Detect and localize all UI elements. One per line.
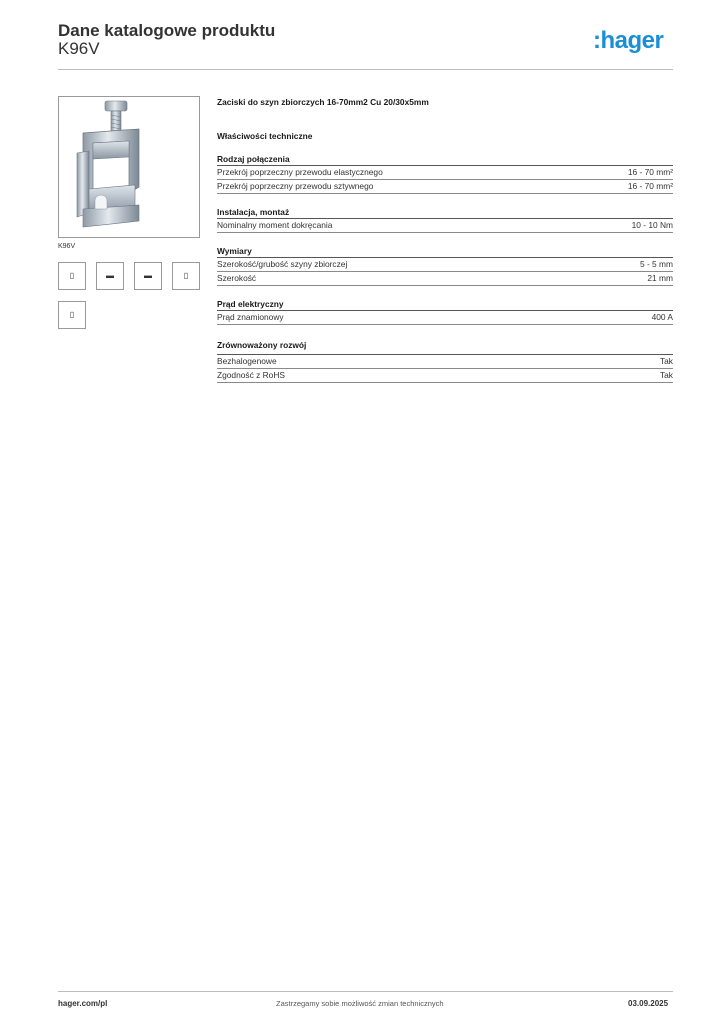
group-title: Wymiary	[217, 246, 252, 256]
spec-value: 21 mm	[647, 273, 673, 283]
spec-value: Tak	[659, 370, 673, 380]
clamp-top-icon: ▬	[144, 271, 152, 280]
product-name: Zaciski do szyn zbiorczych 16-70mm2 Cu 20/30x5mm	[217, 97, 429, 107]
spec-label: Przekrój poprzeczny przewodu sztywnego	[217, 181, 374, 191]
spec-row	[217, 180, 673, 194]
footer-website-link[interactable]: hager.com/pl	[58, 999, 108, 1008]
spec-row	[217, 219, 673, 233]
specifications	[217, 96, 673, 383]
spec-value: 16 - 70 mm²	[627, 167, 673, 177]
footer-disclaimer: Zastrzegamy sobie możliwość zmian technicznych	[276, 999, 444, 1008]
view-thumbnail[interactable]	[58, 262, 86, 290]
spec-row	[217, 355, 673, 369]
logo-text: hager	[600, 27, 664, 54]
technical-section-title: Właściwości techniczne	[217, 131, 313, 141]
spec-label: Szerokość	[217, 273, 257, 283]
spec-label: Bezhalogenowe	[217, 356, 277, 366]
product-code: K96V	[58, 39, 100, 58]
spec-value: 10 - 10 Nm	[631, 220, 673, 230]
spec-label: Nominalny moment dokręcania	[217, 220, 333, 230]
document-title: Dane katalogowe produktu	[58, 21, 276, 40]
spec-row	[217, 369, 673, 383]
clamp-side-icon: ▬	[106, 271, 114, 280]
spec-row	[217, 311, 673, 325]
spec-row	[217, 272, 673, 286]
logo-dots: :	[593, 27, 601, 54]
product-image	[58, 96, 200, 238]
view-thumbnail[interactable]	[172, 262, 200, 290]
image-caption: K96V	[58, 243, 76, 250]
clamp-dimension-icon: ▯	[183, 271, 189, 280]
group-title: Zrównoważony rozwój	[217, 340, 307, 350]
footer-divider	[58, 991, 673, 992]
view-thumbnail[interactable]	[134, 262, 162, 290]
group-title: Prąd elektryczny	[217, 299, 284, 309]
group-title: Rodzaj połączenia	[217, 154, 290, 164]
spec-label: Szerokość/grubość szyny zbiorczej	[217, 259, 348, 269]
spec-row	[217, 166, 673, 180]
spec-value: 400 A	[651, 312, 673, 322]
header-divider	[58, 69, 673, 70]
spec-row	[217, 258, 673, 272]
spec-label: Prąd znamionowy	[217, 312, 284, 322]
spec-label: Przekrój poprzeczny przewodu elastycznego	[217, 167, 383, 177]
footer-date: 03.09.2025	[628, 999, 669, 1008]
hager-logo	[593, 27, 663, 55]
group-title: Instalacja, montaż	[217, 207, 290, 217]
busbar-clamp-illustration	[59, 97, 199, 237]
clamp-front-icon: ▯	[69, 271, 75, 280]
clamp-detail-icon: ▯	[69, 310, 75, 319]
spec-value: 5 - 5 mm	[639, 259, 673, 269]
view-thumbnail[interactable]	[96, 262, 124, 290]
spec-label: Zgodność z RoHS	[217, 370, 285, 380]
spec-value: 16 - 70 mm²	[627, 181, 673, 191]
view-thumbnail[interactable]	[58, 301, 86, 329]
spec-value: Tak	[659, 356, 673, 366]
